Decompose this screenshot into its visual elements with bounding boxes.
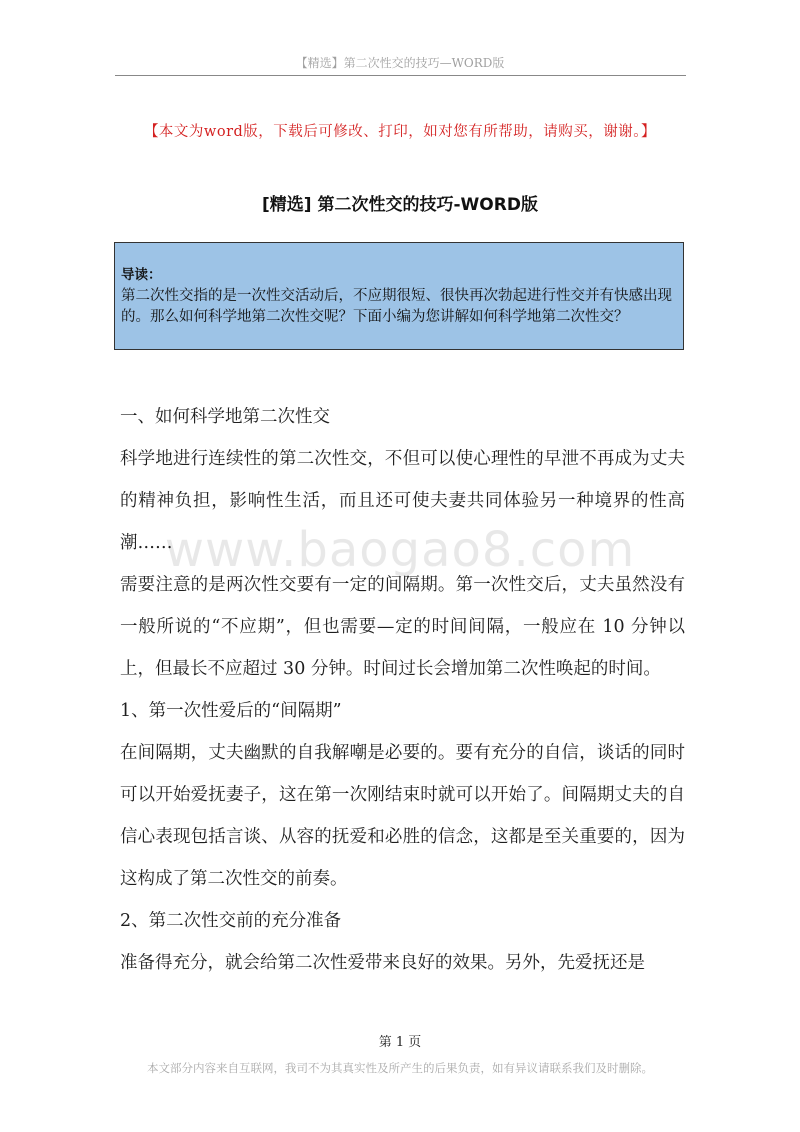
word-version-notice: 【本文为word版，下载后可修改、打印，如对您有所帮助，请购买，谢谢。】 [143,124,657,140]
lead-label: 导读： [121,267,162,283]
body-paragraph: 在间隔期，丈夫幽默的自我解嘲是必要的。要有充分的自信，谈话的同时可以开始爱抚妻子，这在第一次刚结束时就可以开始了。间隔期丈夫的自信心表现包括言谈、从容的抚爱和必胜的信念，这都是至关重要的，因为这构成了第二次性交的前奏。 [120,743,685,889]
page-header: 【精选】第二次性交的技巧—WORD版 [295,56,505,70]
subsection-heading: 1、第一次性爱后的“间隔期” [120,701,342,721]
body-paragraph: 需要注意的是两次性交要有一定的间隔期。第一次性交后，丈夫虽然没有一般所说的“不应期”，但也需要—定的时间间隔，一般应在 10 分钟以上，但最长不应超过 30 分钟。时间过长会增加第二次性唤起的时间。 [120,575,685,679]
body-paragraph: 科学地进行连续性的第二次性交，不但可以使心理性的早泄不再成为丈夫的精神负担，影响性生活，而且还可使夫妻共同体验另一种境界的性高潮…… [120,449,685,553]
section-heading: 一、如何科学地第二次性交 [120,407,330,427]
body-paragraph: 准备得充分，就会给第二次性爱带来良好的效果。另外，先爱抚还是 [120,953,645,973]
lead-summary-box [114,242,684,350]
page-number: 第 1 页 [378,1035,422,1050]
subsection-heading: 2、第二次性交前的充分准备 [120,911,342,931]
footer-disclaimer: 本文部分内容来自互联网，我司不为其真实性及所产生的后果负责，如有异议请联系我们及时删除。 [147,1061,653,1075]
lead-text: 第二次性交指的是一次性交活动后，不应期很短、很快再次勃起进行性交并有快感出现的。那么如何科学地第二次性交呢？下面小编为您讲解如何科学地第二次性交？ [121,288,672,325]
document-title: [精选] 第二次性交的技巧-WORD版 [262,195,538,215]
watermark: www.baogao8.com [164,522,636,578]
document-body [120,396,685,984]
header-divider [115,75,686,76]
